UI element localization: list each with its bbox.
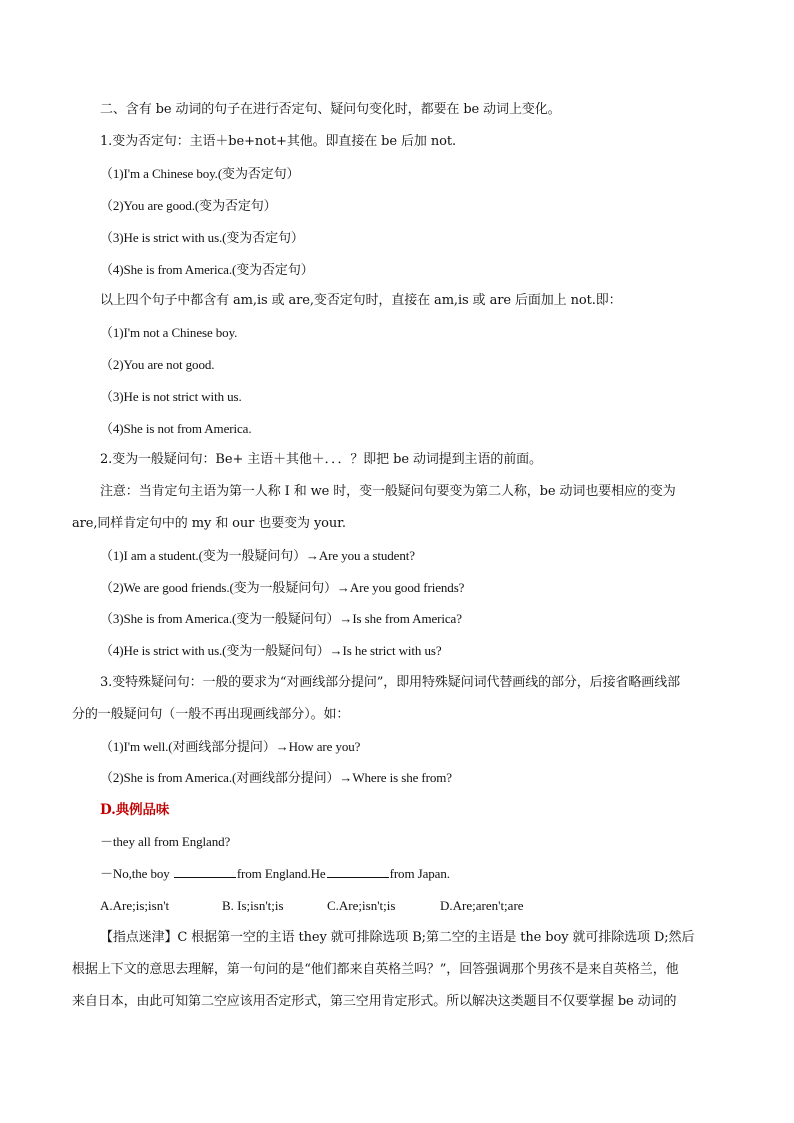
- section-title: 二、含有 be 动词的句子在进行否定句、疑问句变化时，都要在 be 动词上变化。: [100, 102, 561, 117]
- special-rule-line-1: 3.变特殊疑问句：一般的要求为“对画线部分提问”，即用特殊疑问词代替画线的部分，后接省略画线部: [100, 675, 680, 690]
- analysis-line-3: 来自日本，由此可知第二空应该用否定形式，第三空用肯定形式。所以解决这类题目不仅要掌握 be 动词的: [72, 994, 677, 1009]
- analysis-line-1: 【指点迷津】C 根据第一空的主语 they 就可排除选项 B;第二空的主语是 the boy 就可排除选项 D;然后: [100, 930, 695, 945]
- negative-example-2: （2)You are good.(变为否定句）: [100, 198, 277, 213]
- example-heading: D.典例品味: [100, 802, 170, 818]
- blank-3: [327, 865, 389, 878]
- negative-example-4: （4)She is from America.(变为否定句）: [100, 262, 314, 277]
- option-c: C.Are;isn't;is: [327, 898, 396, 913]
- dialogue-question: －they all from England?: [100, 834, 231, 849]
- negative-rule: 1.变为否定句：主语＋be+not+其他。即直接在 be 后加 not.: [100, 134, 456, 149]
- special-example-2: （2)She is from America.(对画线部分提问）→Where is she from?: [100, 770, 452, 785]
- negative-explanation: 以上四个句子中都含有 am,is 或 are,变否定句时，直接在 am,is 或 are 后面加上 not.即：: [100, 293, 622, 308]
- option-d: D.Are;aren't;are: [440, 898, 524, 913]
- question-note-line-2: are,同样肯定句中的 my 和 our 也要变为 your.: [72, 516, 346, 531]
- negative-answer-1: （1)I'm not a Chinese boy.: [100, 325, 238, 340]
- question-example-1: （1)I am a student.(变为一般疑问句）→Are you a student?: [100, 548, 415, 563]
- dialogue-answer: [100, 865, 450, 883]
- negative-example-1: （1)I'm a Chinese boy.(变为否定句）: [100, 166, 300, 181]
- question-example-2: （2)We are good friends.(变为一般疑问句）→Are you good friends?: [100, 580, 465, 595]
- blank-2: [174, 865, 236, 878]
- dialogue-answer-part-1: －No,the boy: [100, 866, 173, 881]
- option-b: B. Is;isn't;is: [222, 898, 284, 913]
- negative-answer-2: （2)You are not good.: [100, 357, 215, 372]
- negative-example-3: （3)He is strict with us.(变为否定句）: [100, 230, 304, 245]
- dialogue-answer-part-3: from Japan.: [389, 866, 450, 881]
- question-example-3: （3)She is from America.(变为一般疑问句）→Is she from America?: [100, 611, 462, 626]
- question-example-4: （4)He is strict with us.(变为一般疑问句）→Is he strict with us?: [100, 643, 442, 658]
- negative-answer-3: （3)He is not strict with us.: [100, 389, 242, 404]
- dialogue-answer-part-2: from England.He: [236, 866, 326, 881]
- option-a: A.Are;is;isn't: [100, 898, 170, 913]
- special-example-1: （1)I'm well.(对画线部分提问）→How are you?: [100, 739, 361, 754]
- analysis-line-2: 根据上下文的意思去理解，第一句问的是“他们都来自英格兰吗？”，回答强调那个男孩不是来自英格兰，他: [72, 962, 679, 977]
- negative-answer-4: （4)She is not from America.: [100, 421, 252, 436]
- question-note-line-1: 注意：当肯定句主语为第一人称 I 和 we 时，变一般疑问句要变为第二人称，be 动词也要相应的变为: [100, 484, 676, 499]
- question-rule: 2.变为一般疑问句：Be+ 主语＋其他＋．．．？即把 be 动词提到主语的前面。: [100, 452, 542, 467]
- special-rule-line-2: 分的一般疑问句（一般不再出现画线部分）。如：: [72, 707, 350, 722]
